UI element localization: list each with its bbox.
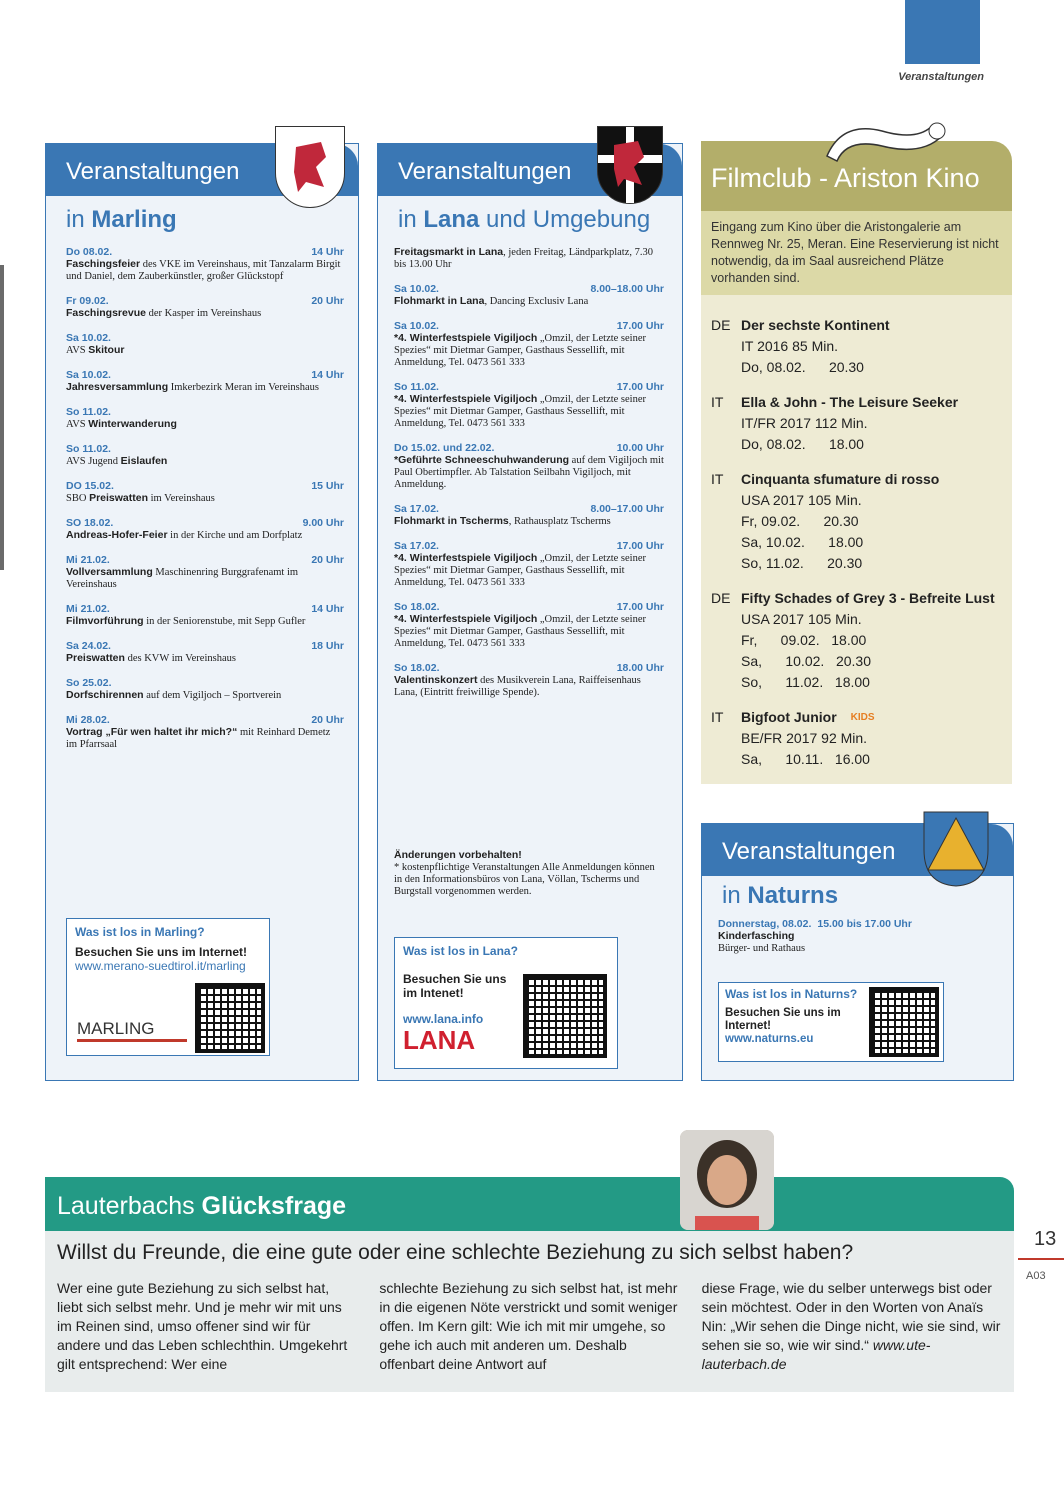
event-detail: , Rathausplatz Tscherms — [508, 516, 611, 527]
event-date: Mi 21.02. — [66, 603, 110, 615]
event-date: Do 15.02. und 22.02. — [394, 442, 495, 454]
naturns-info-box — [718, 982, 944, 1062]
event-title: Winterwanderung — [88, 418, 177, 430]
event-date: Sa 10.02. — [66, 369, 111, 381]
section-label: Veranstaltungen — [898, 71, 984, 83]
marling-info-visit: Besuchen Sie uns im Internet! — [75, 945, 248, 959]
event-time: 20 Uhr — [311, 554, 344, 566]
event-when — [66, 714, 344, 726]
event-date: Do 08.02. — [66, 246, 113, 258]
event-text — [394, 613, 664, 650]
marling-title: Veranstaltungen — [66, 158, 240, 185]
movie-title: Cinquanta sfumature di rosso — [741, 471, 940, 487]
event-when — [66, 640, 344, 652]
movie-item — [711, 315, 1004, 378]
event-text — [394, 295, 664, 308]
movie-showtime: So, 11.02. 20.30 — [741, 555, 863, 571]
movie-title: Ella & John - The Leisure Seeker — [741, 394, 959, 410]
event-item — [66, 603, 344, 628]
event-detail: auf dem Vigiljoch – Sportverein — [143, 690, 282, 701]
movie-language: IT — [711, 394, 724, 410]
film-list — [701, 295, 1012, 784]
event-prefix: AVS — [66, 345, 89, 356]
sub-prefix: in — [66, 206, 92, 233]
page-code: A03 — [1026, 1270, 1046, 1282]
film-strip-icon — [822, 116, 952, 166]
event-when — [394, 320, 664, 332]
event-date: So 18.02. — [394, 662, 440, 674]
event-time: 18 Uhr — [311, 640, 344, 652]
naturns-crest-icon — [922, 810, 990, 888]
movie-title: Der sechste Kontinent — [741, 317, 890, 333]
event-time: 18.00 Uhr — [616, 662, 664, 674]
author-portrait — [680, 1130, 774, 1230]
event-date: SO 18.02. — [66, 517, 114, 529]
movie-showtime: Sa, 10.02. 18.00 — [741, 534, 864, 550]
event-text — [66, 529, 344, 542]
lana-logo: LANA — [403, 1025, 476, 1055]
movie-info: USA 2017 105 Min. — [741, 492, 862, 508]
movie-title: Fifty Schades of Grey 3 - Befreite Lust — [741, 590, 995, 606]
event-detail: in der Kirche und am Dorfplatz — [167, 530, 303, 541]
lauterbach-title-plain: Lauterbachs — [57, 1192, 202, 1220]
film-intro: Eingang zum Kino über die Aristongalerie am Rennweg Nr. 25, Meran. Eine Reservierung ist nicht notwendig, da im Saal ausreichend Plätze vorhanden sind. — [701, 211, 1012, 295]
event-title: *4. Winterfestspiele Vigiljoch — [394, 393, 538, 405]
event-detail: der Kasper im Vereinshaus — [145, 308, 262, 319]
event-item — [66, 714, 344, 751]
event-time: 15 Uhr — [311, 480, 344, 492]
event-title: Jahresversammlung — [66, 381, 169, 393]
marling-crest-icon — [275, 126, 345, 208]
event-title: Preiswatten — [89, 492, 149, 504]
movie-info: IT/FR 2017 112 Min. — [741, 415, 868, 431]
event-when — [66, 369, 344, 381]
lauterbach-col-3-text: diese Frage, wie du selber unterwegs bist oder sein möchtest. Oder in den Worten von Anaïs Nin: „Wir sehen die Dinge nicht, wie sie sind, wir sehen sie so, wie wir sind.“ — [701, 1280, 1001, 1353]
lana-info-box — [394, 937, 618, 1069]
event-time: 17.00 Uhr — [616, 320, 664, 332]
event-date: DO 15.02. — [66, 480, 114, 492]
movie-info: BE/FR 2017 92 Min. — [741, 730, 868, 746]
naturns-event — [702, 918, 1013, 955]
movie-showtime: Fr, 09.02. 20.30 — [741, 513, 859, 529]
event-item — [66, 480, 344, 505]
lana-info-visit: Besuchen Sie uns im Intenet! — [403, 972, 507, 1000]
movie-showtime: Fr, 09.02. 18.00 — [741, 632, 867, 648]
sub-prefix: in — [722, 882, 748, 909]
marling-info-url[interactable]: www.merano-suedtirol.it/marling — [75, 959, 246, 973]
film-box — [701, 141, 1012, 797]
event-item — [66, 406, 344, 431]
naturns-town: Naturns — [747, 882, 839, 909]
event-title: Vollversammlung — [66, 566, 153, 578]
page-divider — [1018, 1258, 1064, 1260]
event-item — [66, 443, 344, 468]
naturns-qr-code[interactable] — [869, 987, 939, 1057]
naturns-info-question: Was ist los in Naturns? — [725, 987, 858, 1001]
event-text — [394, 454, 664, 491]
event-time: 17.00 Uhr — [616, 540, 664, 552]
sub-prefix: in — [398, 206, 424, 233]
event-time: 8.00–17.00 Uhr — [590, 503, 664, 515]
lauterbach-col-3 — [702, 1279, 1002, 1374]
event-prefix: AVS — [66, 419, 89, 430]
section-tab — [905, 0, 980, 64]
lana-note-title: Änderungen vorbehalten! — [394, 849, 522, 861]
movie-showtime: So, 11.02. 18.00 — [741, 674, 870, 690]
event-item — [66, 246, 344, 283]
event-date: Sa 10.02. — [394, 320, 439, 332]
event-text — [394, 515, 664, 528]
event-when — [394, 540, 664, 552]
event-time: 8.00–18.00 Uhr — [590, 283, 664, 295]
event-time: 14 Uhr — [311, 369, 344, 381]
event-detail: „Omzil, der Letzte seiner Spezies“ mit Dietmar Gamper, Gasthaus Sessellift, mit Anmeldung, Tel. 0473 561 333 — [394, 333, 647, 368]
event-text — [66, 492, 344, 505]
event-when — [394, 601, 664, 613]
event-item — [66, 295, 344, 320]
event-title: Dorfschirennen — [66, 689, 144, 701]
event-detail: „Omzil, der Letzte seiner Spezies“ mit Dietmar Gamper, Gasthaus Sessellift, mit Anmeldung, Tel. 0473 561 333 — [394, 394, 647, 429]
event-item — [394, 246, 664, 271]
lana-town: Lana — [423, 206, 480, 233]
event-date: So 25.02. — [66, 677, 112, 689]
event-item — [66, 677, 344, 702]
event-detail: im Vereinshaus — [148, 493, 215, 504]
movie-language: IT — [711, 471, 724, 487]
lana-info-question: Was ist los in Lana? — [403, 944, 518, 958]
event-time: 20 Uhr — [311, 714, 344, 726]
lauterbach-url[interactable]: www.ute-lauterbach.de — [701, 1337, 931, 1372]
lion-icon — [276, 127, 344, 207]
event-title: *4. Winterfestspiele Vigiljoch — [394, 332, 538, 344]
event-date: Mi 21.02. — [66, 554, 110, 566]
lauterbach-col-1: Wer eine gute Beziehung zu sich selbst hat, liebt sich selbst mehr. Und je mehr wir mit uns im Reinen sind, umso offener sind wir für andere und das Leben schlechthin. Umgekehrt gilt entsprechend: Wer eine — [57, 1280, 348, 1372]
event-detail: des Musikverein Lana, Raiffeisenhaus Lana, (Eintritt freiwillige Spende). — [394, 675, 641, 698]
event-when — [66, 443, 344, 455]
event-text — [66, 566, 344, 591]
movie-showtime: Do, 08.02. 18.00 — [741, 436, 864, 452]
lauterbach-columns — [57, 1279, 1002, 1374]
event-item — [394, 442, 664, 491]
marling-qr-code[interactable] — [195, 983, 265, 1053]
movie-info: IT 2016 85 Min. — [741, 338, 839, 354]
lauterbach-section — [45, 1177, 1014, 1405]
event-date: Fr 09.02. — [66, 295, 109, 307]
event-when — [394, 442, 664, 454]
event-title: Valentinskonzert — [394, 674, 478, 686]
event-title: Skitour — [88, 344, 125, 356]
event-item — [66, 369, 344, 394]
event-title: *4. Winterfestspiele Vigiljoch — [394, 613, 538, 625]
event-when — [394, 662, 664, 674]
event-detail: auf dem Vigiljoch mit Paul Obertimpfler. Ab Talstation Seilbahn Vigiljoch, mit Anmeldung. — [394, 455, 664, 490]
event-text — [66, 258, 344, 283]
naturns-when — [718, 918, 997, 930]
marling-info-box — [66, 918, 270, 1056]
lauterbach-title-bold: Glücksfrage — [201, 1192, 347, 1220]
event-detail: des KVW im Vereinshaus — [124, 653, 236, 664]
event-text — [394, 674, 664, 699]
event-item — [394, 283, 664, 308]
event-when — [66, 406, 344, 418]
movie-title-row — [711, 469, 1004, 490]
event-time: 14 Uhr — [311, 603, 344, 615]
event-date: So 11.02. — [394, 381, 439, 393]
event-when — [394, 503, 664, 515]
movie-language: IT — [711, 709, 724, 725]
event-title: Eislaufen — [120, 455, 168, 467]
event-text — [66, 689, 344, 702]
event-date: Sa 17.02. — [394, 503, 439, 515]
marling-events — [46, 246, 358, 751]
event-text — [66, 344, 344, 357]
film-title: Filmclub - Ariston Kino — [711, 163, 980, 193]
event-date: Mi 28.02. — [66, 714, 110, 726]
event-title: Flohmarkt in Tscherms — [394, 515, 509, 527]
marling-info-question: Was ist los in Marling? — [75, 925, 205, 939]
event-title: Freitagsmarkt in Lana — [394, 246, 504, 258]
lana-title: Veranstaltungen — [398, 158, 572, 185]
event-title: Kinderfasching — [718, 930, 795, 942]
event-title: *4. Winterfestspiele Vigiljoch — [394, 552, 538, 564]
event-item — [394, 662, 664, 699]
triangle-shield-icon — [922, 810, 990, 888]
edge-photo-strip — [0, 265, 4, 570]
event-place: Bürger- und Rathaus — [718, 943, 806, 954]
naturns-info-url[interactable]: www.naturns.eu — [725, 1033, 814, 1045]
event-item — [66, 332, 344, 357]
event-item — [66, 517, 344, 542]
movie-showtime: Sa, 10.11. 16.00 — [741, 751, 870, 767]
naturns-info-visit: Besuchen Sie uns im Internet! — [725, 1007, 841, 1032]
page-number: 13 — [1034, 1228, 1057, 1250]
marling-town: Marling — [91, 206, 177, 233]
kids-badge: KIDS — [850, 712, 875, 723]
event-title: Vortrag „Für wen haltet ihr mich?“ — [66, 726, 238, 738]
event-item — [394, 381, 664, 430]
lana-events — [378, 246, 682, 699]
event-item — [394, 503, 664, 528]
event-detail: Maschinenring Burggrafenamt im Vereinshaus — [66, 567, 299, 590]
movie-item — [711, 707, 1004, 770]
event-detail: , Dancing Exclusiv Lana — [484, 296, 589, 307]
event-detail: „Omzil, der Letzte seiner Spezies“ mit Dietmar Gamper, Gasthaus Sessellift, mit Anmeldung, Tel. 0473 561 333 — [394, 614, 647, 649]
event-title: Faschingsrevue — [66, 307, 146, 319]
event-detail: des VKE im Vereinshaus, mit Tanzalarm Birgit und Daniel, dem Zauberkünstler, großer Glückstopf — [66, 259, 341, 282]
event-date: Sa 10.02. — [66, 332, 111, 344]
event-detail: mit Reinhard Demetz im Pfarrsaal — [66, 727, 331, 750]
event-date: Donnerstag, 08.02. — [718, 918, 812, 930]
event-when — [66, 677, 344, 689]
event-text — [394, 332, 664, 369]
event-when — [66, 603, 344, 615]
event-when — [394, 381, 664, 393]
event-time: 10.00 Uhr — [616, 442, 664, 454]
event-text — [394, 393, 664, 430]
event-title: *Geführte Schneeschuhwanderung — [394, 454, 570, 466]
event-date: Sa 24.02. — [66, 640, 111, 652]
event-item — [394, 601, 664, 650]
event-time: 15.00 bis 17.00 Uhr — [817, 918, 912, 930]
lauterbach-col-2: schlechte Beziehung zu sich selbst hat, ist mehr in die eigenen Nöte verstrickt und somit weniger offen. Im Kern gilt: Wie ich mit mir umgehe, so gehe ich auch mit anderen um. Deshalb offenbart deine Antwort auf — [379, 1280, 678, 1372]
event-time: 17.00 Uhr — [616, 381, 664, 393]
event-when — [66, 554, 344, 566]
event-detail: Imkerbezirk Meran im Vereinshaus — [168, 382, 319, 393]
lana-info-url[interactable]: www.lana.info — [403, 1012, 484, 1026]
event-date: So 18.02. — [394, 601, 440, 613]
movie-title-row — [711, 315, 1004, 336]
lauterbach-header — [45, 1177, 1014, 1231]
event-prefix: AVS Jugend — [66, 456, 121, 467]
movie-showtime: Sa, 10.02. 20.30 — [741, 653, 871, 669]
event-when — [66, 480, 344, 492]
naturns-title: Veranstaltungen — [722, 838, 896, 865]
event-time: 9.00 Uhr — [302, 517, 344, 529]
film-reel-icon — [822, 116, 952, 166]
lana-note — [394, 849, 664, 898]
event-date: Sa 17.02. — [394, 540, 439, 552]
event-time: 20 Uhr — [311, 295, 344, 307]
lana-qr-code[interactable] — [523, 974, 607, 1058]
marling-box — [45, 143, 359, 1081]
event-detail: „Omzil, der Letzte seiner Spezies“ mit Dietmar Gamper, Gasthaus Sessellift, mit Anmeldung, Tel. 0473 561 333 — [394, 553, 647, 588]
event-title: Faschingsfeier — [66, 258, 141, 270]
lion-cross-icon — [598, 127, 662, 203]
event-when — [66, 332, 344, 344]
movie-item — [711, 392, 1004, 455]
event-item — [66, 640, 344, 665]
movie-item — [711, 469, 1004, 574]
lana-note-text: * kostenpflichtige Veranstaltungen Alle Anmeldungen können in den Informationsbüros von Lana, Völlan, Tscherms und Burgstall vorgenommen werden. — [394, 862, 655, 897]
event-text — [66, 307, 344, 320]
event-time: 17.00 Uhr — [616, 601, 664, 613]
event-date: Sa 10.02. — [394, 283, 439, 295]
event-date: So 11.02. — [66, 443, 111, 455]
movie-title: Bigfoot Junior — [741, 709, 837, 725]
event-when — [66, 517, 344, 529]
movie-language: DE — [711, 590, 731, 606]
movie-item — [711, 588, 1004, 693]
event-detail: in der Seniorenstube, mit Sepp Gufler — [143, 616, 306, 627]
movie-title-row — [711, 392, 1004, 413]
event-when — [66, 295, 344, 307]
event-when — [394, 283, 664, 295]
event-text — [394, 246, 664, 271]
movie-info: USA 2017 105 Min. — [741, 611, 862, 627]
event-item — [66, 554, 344, 591]
event-text — [66, 455, 344, 468]
event-detail: , jeden Freitag, Ländparkplatz, 7.30 bis 13.00 Uhr — [394, 247, 653, 270]
event-text — [66, 652, 344, 665]
portrait-image — [680, 1130, 774, 1230]
event-title: Preiswatten — [66, 652, 125, 664]
event-prefix: SBO — [66, 493, 90, 504]
lauterbach-question-band — [45, 1231, 1014, 1392]
event-text — [66, 381, 344, 394]
lana-box — [377, 143, 683, 1081]
event-text — [394, 552, 664, 589]
event-title: Andreas-Hofer-Feier — [66, 529, 168, 541]
marling-logo: MARLING — [77, 1019, 187, 1042]
lauterbach-question: Willst du Freunde, die eine gute oder eine schlechte Beziehung zu sich selbst haben? — [57, 1241, 854, 1264]
movie-showtime: Do, 08.02. 20.30 — [741, 359, 864, 375]
event-title: Filmvorführung — [66, 615, 144, 627]
event-text — [718, 930, 997, 955]
event-title: Flohmarkt in Lana — [394, 295, 485, 307]
movie-title-row — [711, 707, 1004, 728]
lana-sub-suffix: und Umgebung — [479, 206, 651, 233]
event-text — [66, 418, 344, 431]
event-text — [66, 615, 344, 628]
event-text — [66, 726, 344, 751]
event-when — [66, 246, 344, 258]
event-time: 14 Uhr — [311, 246, 344, 258]
movie-language: DE — [711, 317, 731, 333]
event-item — [394, 540, 664, 589]
event-date: So 11.02. — [66, 406, 111, 418]
event-item — [394, 320, 664, 369]
movie-title-row — [711, 588, 1004, 609]
lana-crest-icon — [597, 126, 663, 204]
